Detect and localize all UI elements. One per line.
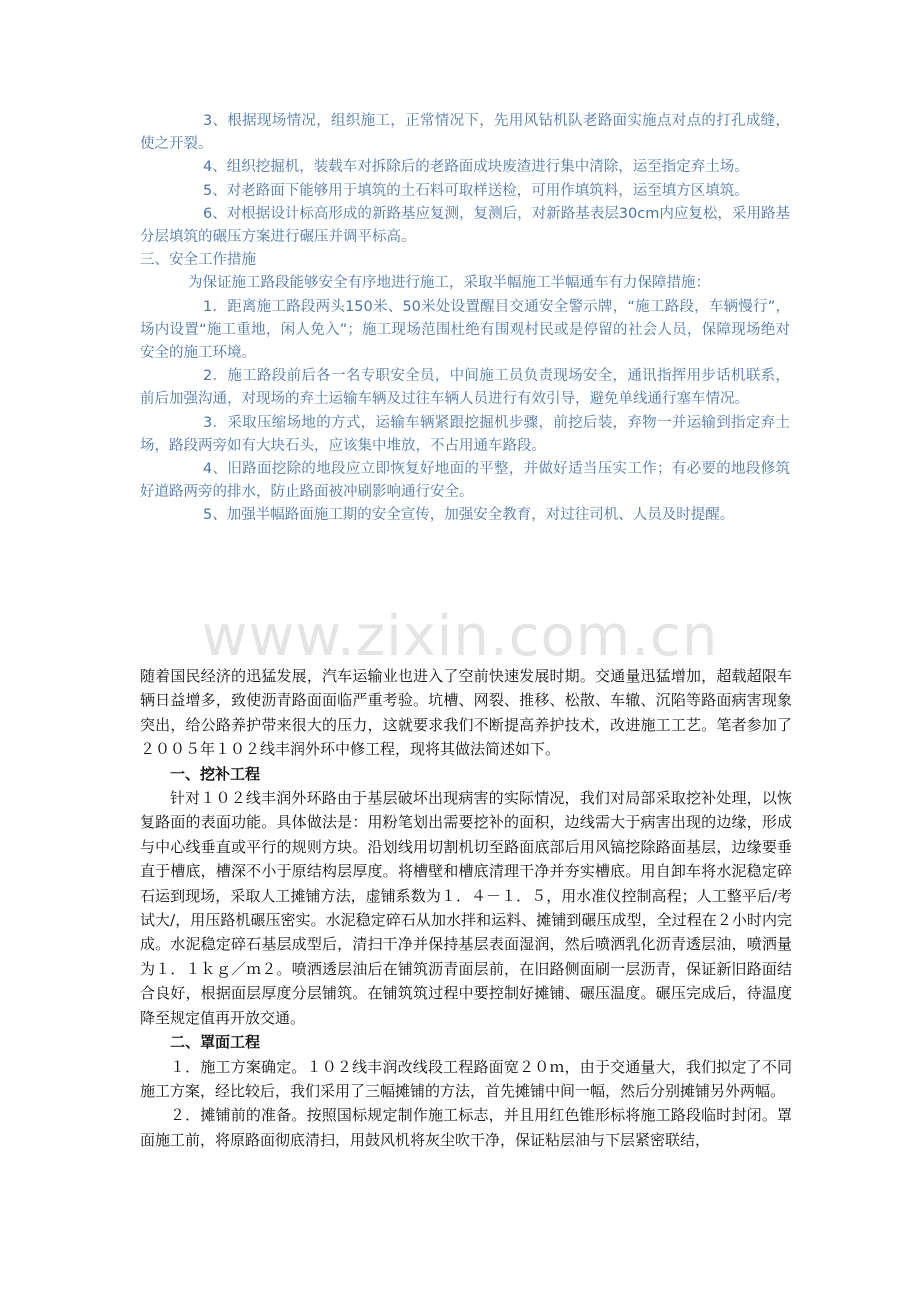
safety-measure-3: 3．采取压缩场地的方式，运输车辆紧跟挖掘机步骤，前挖后装，弃物一并运输到指定弃土场，路段两旁如有大块石头，应该集中堆放，不占用通车路段。 bbox=[140, 414, 790, 454]
safety-intro-paragraph: 为保证施工路段能够安全有序地进行施工，采取半幅施工半幅通车有力保障措施： bbox=[188, 275, 710, 292]
step-4-paragraph: 4、组织挖掘机，装载车对拆除后的老路面成块废渣进行集中清除，运至指定弃土场。 bbox=[203, 159, 749, 176]
overlay-heading: 二、罩面工程 bbox=[170, 1033, 261, 1052]
patching-paragraph: 针对１０２线丰润外环路由于基层破坏出现病害的实际情况，我们对局部采取挖补处理，以恢复路面的表面功能。具体做法是：用粉笔划出需要挖补的面积，边线需大于病害出现的边缘，形成与中心线垂直或平行的规则方块。沿划线用切割机切至路面底部后用风镐挖除路面基层，边缘要垂直于槽底，槽深不小于原结构层厚度。将槽壁和槽底清理干净并夯实槽底。用自卸车将水泥稳定碎石运到现场，采取人工摊铺方法，虚铺系数为１．４－１．５，用水准仪控制高程；人工整平后/考试大/，用压路机碾压密实。水泥稳定碎石从加水拌和运料、摊铺到碾压成型，全过程在２小时内完成。水泥稳定碎石基层成型后，清扫干净并保持基层表面湿润，然后喷洒乳化沥青透层油，喷洒量为１．１ｋｇ／ｍ２。喷洒透层油后在铺筑沥青面层前，在旧路侧面刷一层沥青，保证新旧路面结合良好，根据面层厚度分层铺筑。在铺筑筑过程中要控制好摊铺、碾压温度。碾压完成后，待温度降至规定值再开放交通。 bbox=[140, 789, 792, 1027]
safety-measure-2: 2．施工路段前后各一名专职安全员，中间施工员负责现场安全，通讯指挥用步话机联系，前后加强沟通，对现场的弃土运输车辆及过往车辆人员进行有效引导，避免单线通行塞车情况。 bbox=[140, 368, 790, 408]
safety-measure-5: 5、加强半幅路面施工期的安全宣传，加强安全教育，对过往司机、人员及时提醒。 bbox=[203, 507, 735, 524]
step-5-paragraph: 5、对老路面下能够用于填筑的土石料可取样送检，可用作填筑料，运至填方区填筑。 bbox=[203, 182, 749, 199]
safety-section-title: 三、安全工作措施 bbox=[140, 252, 256, 269]
step-3-paragraph: 3、根据现场情况，组织施工，正常情况下，先用风钻机队老路面实施点对点的打孔成缝，使之开裂。 bbox=[140, 113, 790, 153]
intro-paragraph: 随着国民经济的迅猛发展，汽车运输业也进入了空前快速发展时期。交通量迅猛增加，超载超限车辆日益增多，致使沥青路面面临严重考验。坑槽、网裂、推移、松散、车辙、沉陷等路面病害现象突出，给公路养护带来很大的压力，这就要求我们不断提高养护技术，改进施工工艺。笔者参加了２００５年１０２线丰润外环中修工程，现将其做法简述如下。 bbox=[140, 667, 792, 759]
safety-measure-4: 4、旧路面挖除的地段应立即恢复好地面的平整，并做好适当压实工作；有必要的地段修筑好道路两旁的排水，防止路面被冲刷影响通行安全。 bbox=[140, 461, 790, 501]
overlay-plan-paragraph: １．施工方案确定。１０２线丰润改线段工程路面宽２０ｍ，由于交通量大，我们拟定了不同施工方案，经比较后，我们采用了三幅摊铺的方法，首先摊铺中间一幅，然后分别摊铺另外两幅。 bbox=[140, 1057, 792, 1100]
pavement-maintenance-section bbox=[140, 664, 792, 1152]
construction-steps-section bbox=[140, 110, 790, 528]
safety-measure-1: 1．距离施工路段两头150米、50米处设置醒目交通安全警示牌，“施工路段，车辆慢行”，场内设置“施工重地，闲人免入”；施工现场范围杜绝有围观村民或是停留的社会人员，保障现场绝对安全的施工环境。 bbox=[140, 298, 790, 362]
step-6-paragraph: 6、对根据设计标高形成的新路基应复测，复测后，对新路基表层30cm内应复松，采用路基分层填筑的碾压方案进行碾压并调平标高。 bbox=[140, 205, 790, 246]
overlay-prep-paragraph: ２．摊铺前的准备。按照国标规定制作施工标志，并且用红色锥形标将施工路段临时封闭。罩面施工前，将原路面彻底清扫，用鼓风机将灰尘吹干净，保证粘层油与下层紧密联结， bbox=[140, 1106, 792, 1149]
patching-heading: 一、挖补工程 bbox=[170, 764, 261, 783]
watermark-text: www.zixin.com.cn bbox=[201, 604, 719, 669]
